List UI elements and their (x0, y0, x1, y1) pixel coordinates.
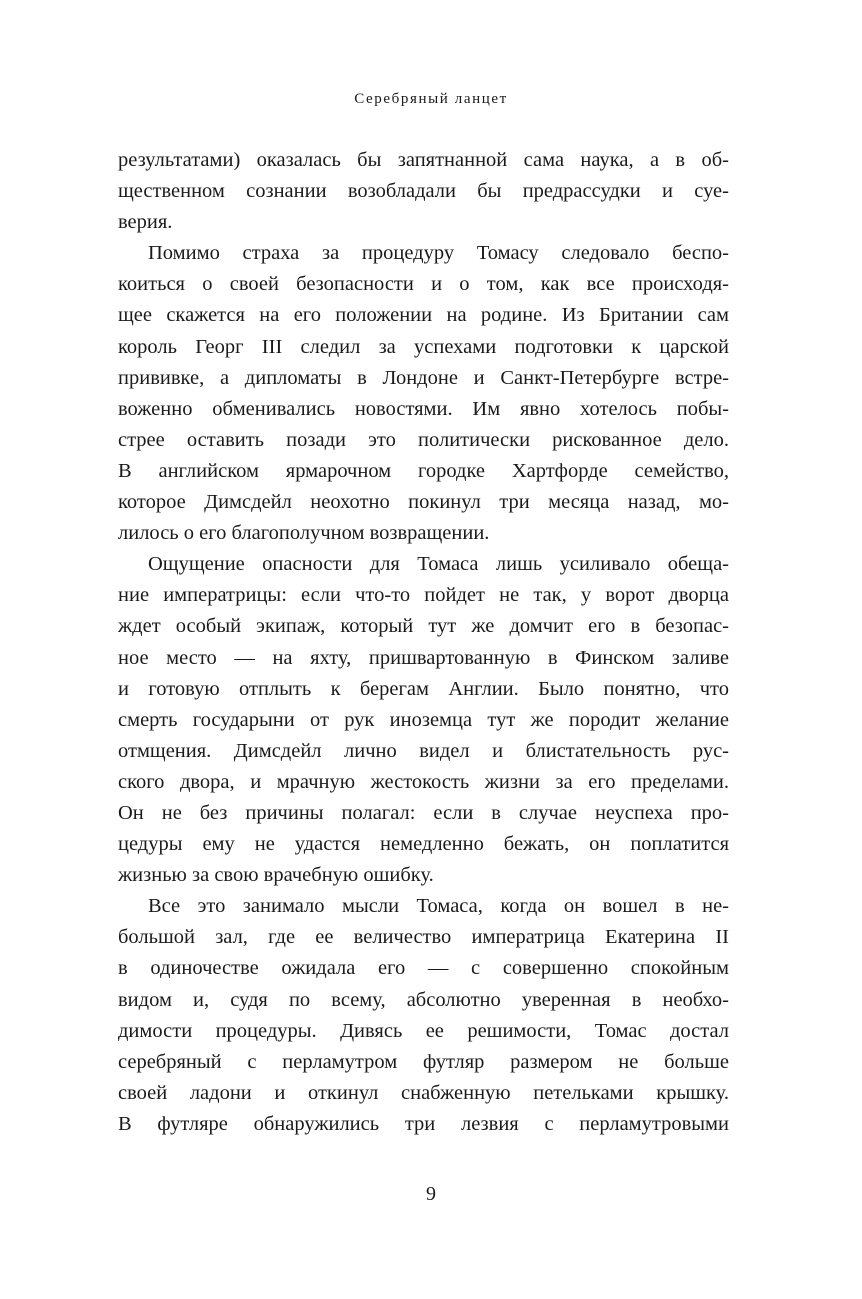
running-head: Серебряный ланцет (354, 91, 508, 107)
text-line: щее скажется на его положении на родине. Из Британии сам (118, 304, 729, 327)
text-line: большой зал, где ее величество императрица Екатерина II (118, 926, 729, 949)
text-line: ского двора, и мрачную жестокость жизни за его пределами. (118, 770, 729, 793)
text-line: и готовую отплыть к берегам Англии. Было понятно, что (118, 677, 729, 700)
text-line: цедуры ему не удастся немедленно бежать, он поплатится (118, 833, 729, 856)
text-line: отмщения. Димсдейл лично видел и блистательность рус- (118, 739, 729, 762)
text-line: стрее оставить позади это политически рискованное дело. (118, 428, 729, 451)
text-line: лилось о его благополучном возвращении. (118, 522, 490, 545)
text-line: серебряный с перламутром футляр размером не больше (118, 1050, 729, 1073)
text-line: прививке, а дипломаты в Лондоне и Санкт-Петербурге встре- (118, 366, 729, 389)
text-line: в одиночестве ожидала его — с совершенно спокойным (118, 957, 729, 980)
text-line: Все это занимало мысли Томаса, когда он вошел в не- (148, 895, 729, 918)
text-line: воженно обменивались новостями. Им явно хотелось побы- (118, 397, 729, 420)
text-line: димости процедуры. Дивясь ее решимости, Томас достал (118, 1019, 729, 1042)
text-line: видом и, судя по всему, абсолютно уверенная в необхо- (118, 988, 729, 1011)
text-line: коиться о своей безопасности и о том, как все происходя- (118, 273, 729, 296)
body-text (118, 145, 729, 1140)
text-line: результатами) оказалась бы запятнанной сама наука, а в об- (118, 149, 729, 171)
text-line: Помимо страха за процедуру Томасу следовало беспо- (148, 242, 729, 265)
text-line: ждет особый экипаж, который тут же домчит его в безопас- (118, 615, 729, 638)
text-line: ное место — на яхту, пришвартованную в Финском заливе (118, 646, 729, 669)
text-line: жизнью за свою врачебную ошибку. (118, 864, 434, 887)
text-line: смерть государыни от рук иноземца тут же породит желание (118, 708, 729, 731)
text-line: своей ладони и откинул снабженную петельками крышку. (118, 1081, 729, 1104)
text-line: которое Димсдейл неохотно покинул три месяца назад, мо- (118, 491, 729, 514)
text-line: Он не без причины полагал: если в случае неуспеха про- (118, 801, 729, 824)
text-line: король Георг III следил за успехами подготовки к царской (118, 335, 729, 358)
text-line: В футляре обнаружились три лезвия с перламутровыми (118, 1112, 729, 1135)
text-line: В английском ярмарочном городке Хартфорде семейство, (118, 459, 729, 482)
text-line: Ощущение опасности для Томаса лишь усиливало обеща- (148, 553, 729, 576)
text-line: ние императрицы: если что-то пойдет не так, у ворот дворца (118, 584, 729, 607)
text-line: щественном сознании возобладали бы предрассудки и суе- (118, 180, 729, 203)
text-line: верия. (118, 211, 173, 234)
page-number: 9 (426, 1183, 436, 1205)
